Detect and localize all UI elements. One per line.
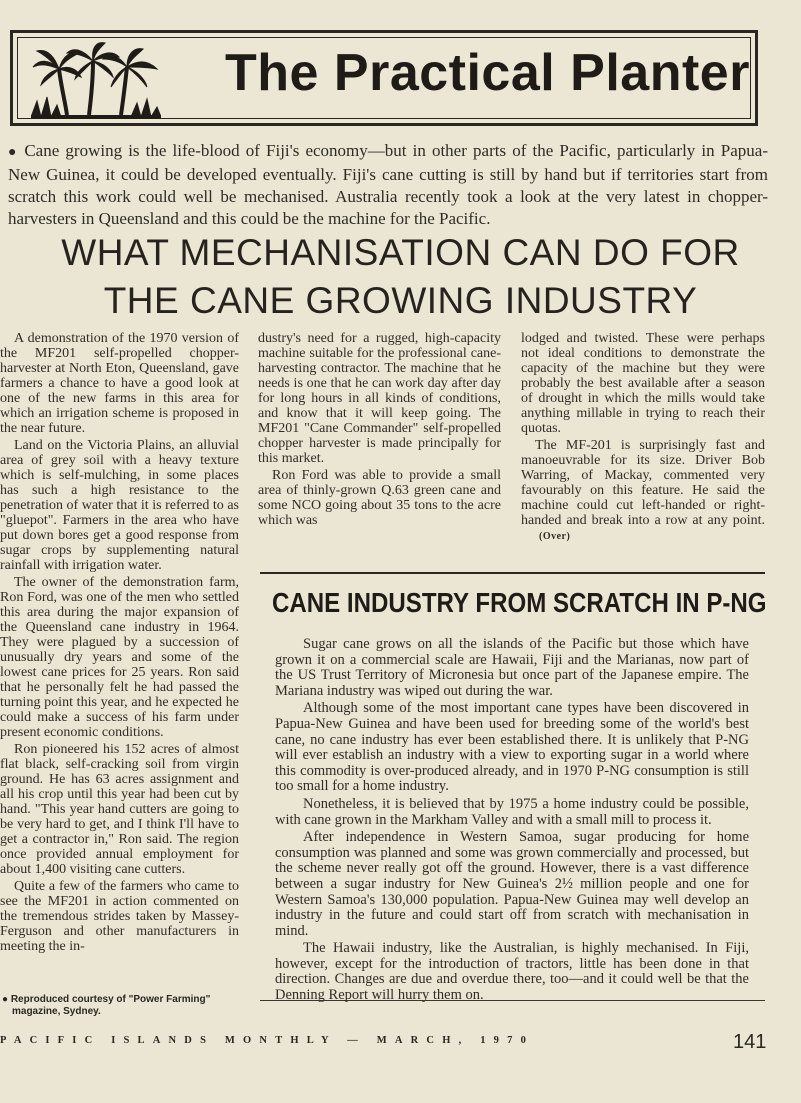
credit-line-1: Reproduced courtesy of "Power Farming" [10, 994, 211, 1005]
article-paragraph: Quite a few of the farmers who came to see the MF201 in action commented on the tremendous strides taken by Massey-Ferguson and other manufacturers in meeting the in- [0, 879, 239, 954]
box-top-rule [260, 572, 765, 574]
bullet-icon: ● [8, 145, 19, 160]
article-paragraph: lodged and twisted. These were perhaps not ideal conditions to demonstrate the capacity of the machine but they were probably the best available after a season of drought in which the mills would take anything millable in trying to reach their quotas. [521, 331, 765, 436]
article-column-1 [0, 331, 239, 956]
article-paragraph: Ron pioneered his 152 acres of almost flat black, self-cracking soil from virgin ground. He has 63 acres assignment and all his crop until this year had been cut by hand. "This year hand cutters are going to be very hard to get, and I think I'll have to get a contractor in," Ron said. The region once provided annual employment for about 1,400 visiting cane cutters. [0, 742, 239, 877]
continued-label: (Over) [539, 531, 571, 542]
palm-trees-logo-icon [31, 41, 161, 119]
box-paragraph: Nonetheless, it is believed that by 1975 a home industry could be possible, with cane grown in the Markham Valley and with a small mill to process it. [275, 795, 749, 828]
article-paragraph-text: The MF-201 is surprisingly fast and manoeuvrable for its size. Driver Bob Warring, of Mackay, commented very favourably on this feature. He said the machine could cut left-handed or right-handed and break into a row at any point. [521, 438, 765, 528]
box-paragraph: Sugar cane grows on all the islands of the Pacific but those which have grown it on a commercial scale are Hawaii, Fiji and the Marianas, now part of the US Trust Territory of Micronesia but once part of the Japanese empire. The Mariana industry was wiped out during the war. [275, 636, 749, 699]
box-paragraph: Although some of the most important cane types have been discovered in Papua-New Guinea and have been used for breeding some of the world's best cane, no cane industry has ever been established there. It is unlikely that P-NG will ever establish an industry with a view to exporting sugar in a world where this commodity is over-produced already, and in 1970 P-NG consumption is still too small for a home industry. [275, 700, 749, 795]
masthead [10, 30, 758, 126]
article-paragraph: A demonstration of the 1970 version of the MF201 self-propelled chopper-harvester at North Eton, Queensland, gave farmers a chance to have a good look at one of the new farms in this area for which an irrigation scheme is proposed in the near future. [0, 331, 239, 436]
credit-note [2, 994, 252, 1018]
article-paragraph: The owner of the demonstration farm, Ron Ford, was one of the men who settled this area during the major expansion of the Queensland cane industry in 1964. They were plagued by a succession of unusually dry years and some of the lowest cane prices for 25 years. Ron said that he personally felt he had passed the turning point this year, and he expected he could make a success of his farm under present economic conditions. [0, 575, 239, 740]
box-bottom-rule [260, 1000, 765, 1001]
headline-line-1: WHAT MECHANISATION CAN DO FOR [61, 232, 740, 273]
box-story [275, 637, 749, 1006]
article-column-3 [521, 331, 765, 546]
article-paragraph: Ron Ford was able to provide a small area of thinly-grown Q.63 green cane and some NCO going about 35 tons to the acre which was [258, 468, 501, 528]
page-number: 141 [733, 1031, 767, 1053]
article-paragraph: Land on the Victoria Plains, an alluvial area of grey soil with a heavy texture which is self-mulching, in some places has such a high resistance to the penetration of water that it is referred to as "gluepot". Farmers in the area who have put down bores get a good response from sugar crops by supplementing natural rainfall with irrigation water. [0, 438, 239, 573]
bullet-icon: ● [2, 994, 11, 1005]
headline-line-2: THE CANE GROWING INDUSTRY [103, 280, 698, 321]
running-footer: PACIFIC ISLANDS MONTHLY — MARCH, 1970 [0, 1035, 535, 1046]
intro-text: Cane growing is the life-blood of Fiji's economy—but in other parts of the Pacific, particularly in Papua-New Guinea, it could be developed eventually. Fiji's cane cutting is still by hand but if territories start from scratch this work could well be mechanised. Australia recently took a look at the very latest in chopper-harvesters in Queensland and this could be the machine for the Pacific. [8, 141, 768, 228]
box-paragraph: After independence in Western Samoa, sugar producing for home consumption was planned and some was grown commercially and processed, but the scheme never really got off the ground. However, there is a vast difference between a sugar industry for New Guinea's 2½ million people and one for Western Samoa's 130,000 population. Papua-New Guinea may well develop an industry in the future and could start off from scratch with mechanisation in mind. [275, 829, 749, 939]
article-paragraph: dustry's need for a rugged, high-capacity machine suitable for the professional cane-harvesting contractor. The machine that he needs is one that he can work day after day for long hours in all kinds of conditions, and know that it will keep going. The MF201 "Cane Commander" self-propelled chopper harvester is made principally for this market. [258, 331, 501, 466]
article-column-2 [258, 331, 501, 530]
intro-paragraph [8, 140, 768, 230]
article-paragraph [521, 438, 765, 544]
box-headline: CANE INDUSTRY FROM SCRATCH IN P-NG [272, 587, 767, 618]
masthead-title: The Practical Planter [225, 44, 750, 102]
box-paragraph: The Hawaii industry, like the Australian, is highly mechanised. In Fiji, however, except for the introduction of tractors, little has been done in that direction. Changes are due and overdue there, too—and it could well be that the Denning Report will hurry them on. [275, 940, 749, 1004]
credit-line-2: magazine, Sydney. [12, 1006, 101, 1017]
